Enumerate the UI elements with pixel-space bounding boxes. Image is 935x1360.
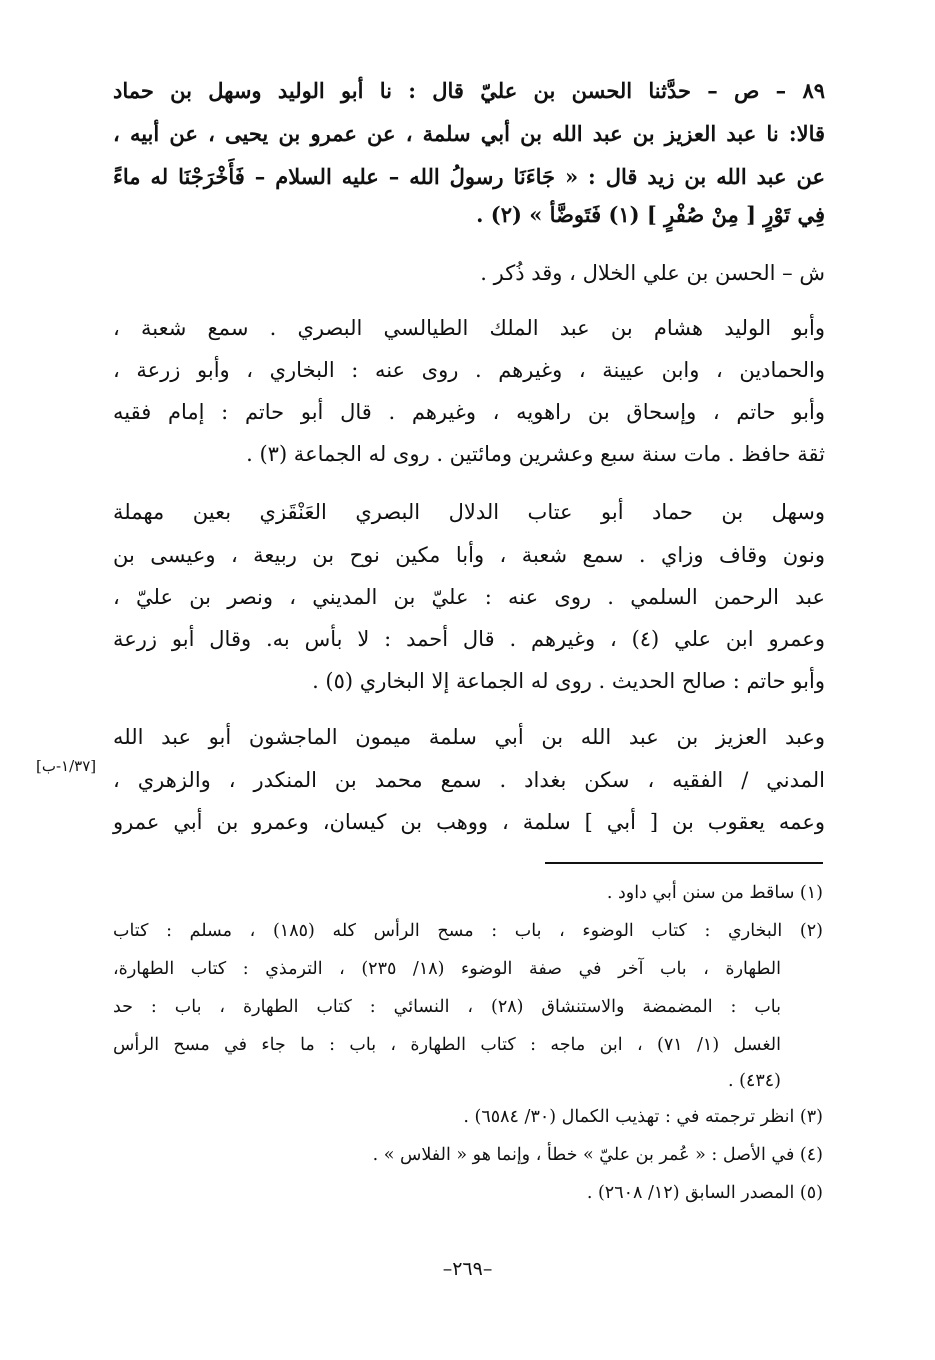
footnote-line: (١) ساقط من سنن أبي داود . (606, 883, 823, 903)
commentary-line: ثقة حافظ . مات سنة سبع وعشرين ومائتين . روى له الجماعة (٣) . (246, 442, 825, 466)
commentary-line: وعمه يعقوب بن [ أبي ] سلمة ، ووهب بن كيسان، وعمرو بن أبي عمرو (113, 810, 825, 834)
commentary-line: وأبو حاتم : صالح الحديث . روى له الجماعة إلا البخاري (٥) . (312, 669, 825, 693)
hadith-line: فِي تَوْرٍ [ مِنْ صُفْرٍ ] (١) فَتَوضَّأ » (٢) . (476, 202, 825, 227)
page-number: –٢٦٩– (442, 1258, 493, 1280)
footnote-line: (٤) في الأصل : « عُمر بن عليّ » خطأ ، وإنما هو « الفلاس » . (372, 1145, 823, 1165)
commentary-line: المدني / الفقيه ، سكن بغداد . سمع محمد بن المنكدر ، والزهري ، (113, 768, 825, 792)
footnote-line: باب : المضمضة والاستنشاق (٢٨) ، النسائي : كتاب الطهارة ، باب : حد (113, 997, 782, 1017)
commentary-line: وعبد العزيز بن عبد الله بن أبي سلمة ميمون الماجشون أبو عبد الله (113, 725, 825, 749)
commentary-line: عبد الرحمن السلمي . روى عنه : عليّ بن المديني ، ونصر بن عليّ ، (113, 585, 825, 609)
manuscript-folio-note: [١/٣٧-ب] (36, 757, 97, 775)
hadith-line: عن عبد الله بن زيد قال : « جَاءَنَا رسولُ الله – عليه السلام – فَأَخْرَجْنَا له ماءً (113, 164, 825, 189)
commentary-line: والحمادين ، وابن عيينة ، وغيرهم . روى عنه : البخاري ، وأبو زرعة ، (113, 358, 825, 382)
commentary-line: وسهل بن حماد أبو عتاب الدلال البصري العَنْقَزي بعين مهملة (113, 500, 825, 524)
commentary-line: وعمرو ابن علي (٤) ، وغيرهم . قال أحمد : لا بأس به. وقال أبو زرعة (113, 627, 825, 651)
footnote-line: الغسل (١/ ٧١) ، ابن ماجه : كتاب الطهارة ، باب : ما جاء في مسح الرأس (113, 1035, 781, 1055)
hadith-line: قالا: نا عبد العزيز بن عبد الله بن أبي سلمة ، عن عمرو بن يحيى ، عن أبيه ، (113, 121, 825, 146)
footnote-line: (٤٣٤) . (728, 1071, 781, 1091)
footnote-line: (٣) انظر ترجمته في : تهذيب الكمال (٣٠/ ٦٥٨٤) . (463, 1107, 823, 1127)
footnote-line: (٢) البخاري : كتاب الوضوء ، باب : مسح الرأس كله (١٨٥) ، مسلم : كتاب (113, 921, 823, 941)
hadith-line: ٨٩ – ص – حدَّثنا الحسن بن عليّ قال : نا أبو الوليد وسهل بن حماد (113, 78, 825, 103)
commentary-line: وأبو الوليد هشام بن عبد الملك الطيالسي البصري . سمع شعبة ، (113, 316, 825, 340)
commentary-line: ش – الحسن بن علي الخلال ، وقد ذُكر . (480, 261, 825, 285)
commentary-line: وأبو حاتم ، وإسحاق بن راهويه ، وغيرهم . قال أبو حاتم : إمام فقيه (113, 400, 825, 424)
commentary-line: ونون وقاف وزاي . سمع شعبة ، وأبا مكين نوح بن ربيعة ، وعيسى بن (113, 543, 825, 567)
footnote-separator (545, 862, 823, 864)
footnote-line: الطهارة ، باب آخر في صفة الوضوء (١٨/ ٢٣٥) ، الترمذي : كتاب الطهارة، (113, 959, 781, 979)
footnote-line: (٥) المصدر السابق (١٢/ ٢٦٠٨) . (586, 1183, 823, 1203)
